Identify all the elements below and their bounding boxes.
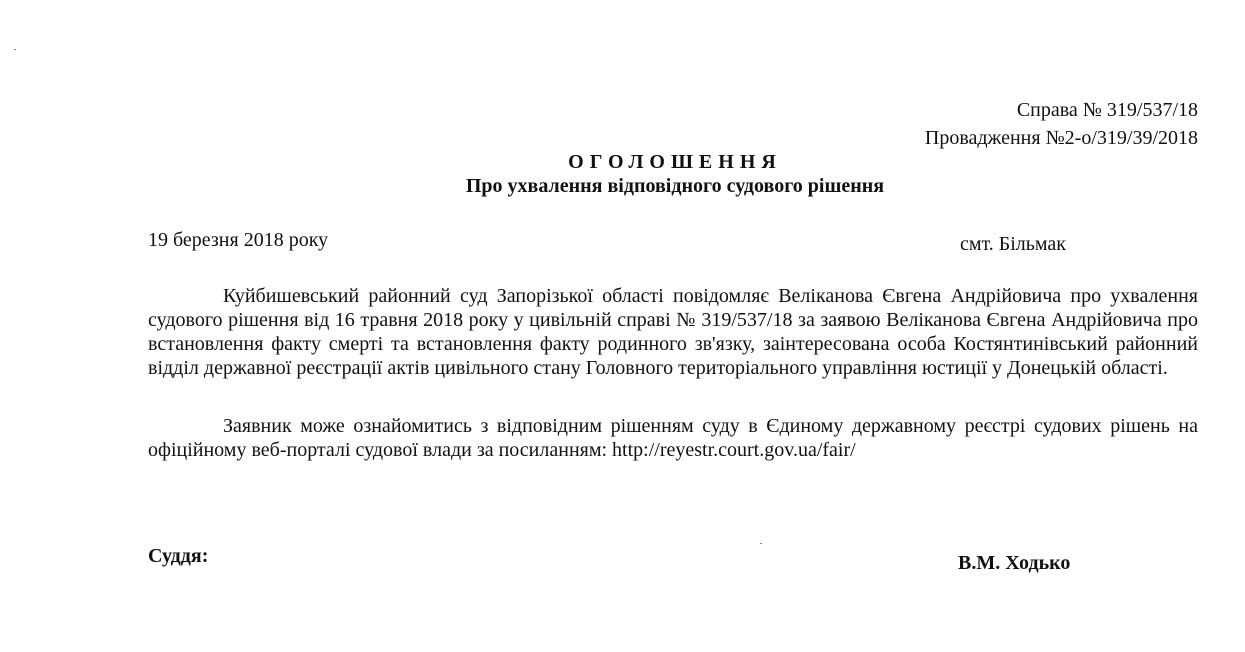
document-date: 19 березня 2018 року (148, 229, 329, 251)
scan-speck (760, 543, 762, 544)
notice-paragraph-2: Заявник може ознайомитись з відповідним рішенням суду в Єдиному державному реєстрі судових рішень на офіційному веб-порталі судової влади за посиланням: http://reyestr.court.gov.ua/fair/ (148, 415, 1198, 461)
document-title: ОГОЛОШЕННЯ (568, 151, 782, 173)
document-place: смт. Більмак (960, 233, 1067, 255)
notice-paragraph-1: Куйбишевський районний суд Запорізької області повідомляє Веліканова Євгена Андрійовича про ухвалення судового рішення від 16 травня 2018 року у цивільній справі № 319/537/18 за заявою Веліканова Євгена Андрійовича про встановлення факту смерті та встановлення факту родинного зв'язку, заінтересована особа Костянтинівський районний відділ державної реєстрації актів цивільного стану Головного територіального управління юстиції у Донецькій області. (148, 285, 1198, 379)
proceeding-number: Провадження №2-о/319/39/2018 (924, 127, 1198, 149)
case-number: Справа № 319/537/18 (1016, 99, 1198, 121)
judge-name: В.М. Ходько (958, 552, 1071, 574)
document-subtitle: Про ухвалення відповідного судового рішення (465, 175, 885, 197)
judge-label: Суддя: (148, 545, 209, 567)
scan-speck (14, 49, 16, 50)
